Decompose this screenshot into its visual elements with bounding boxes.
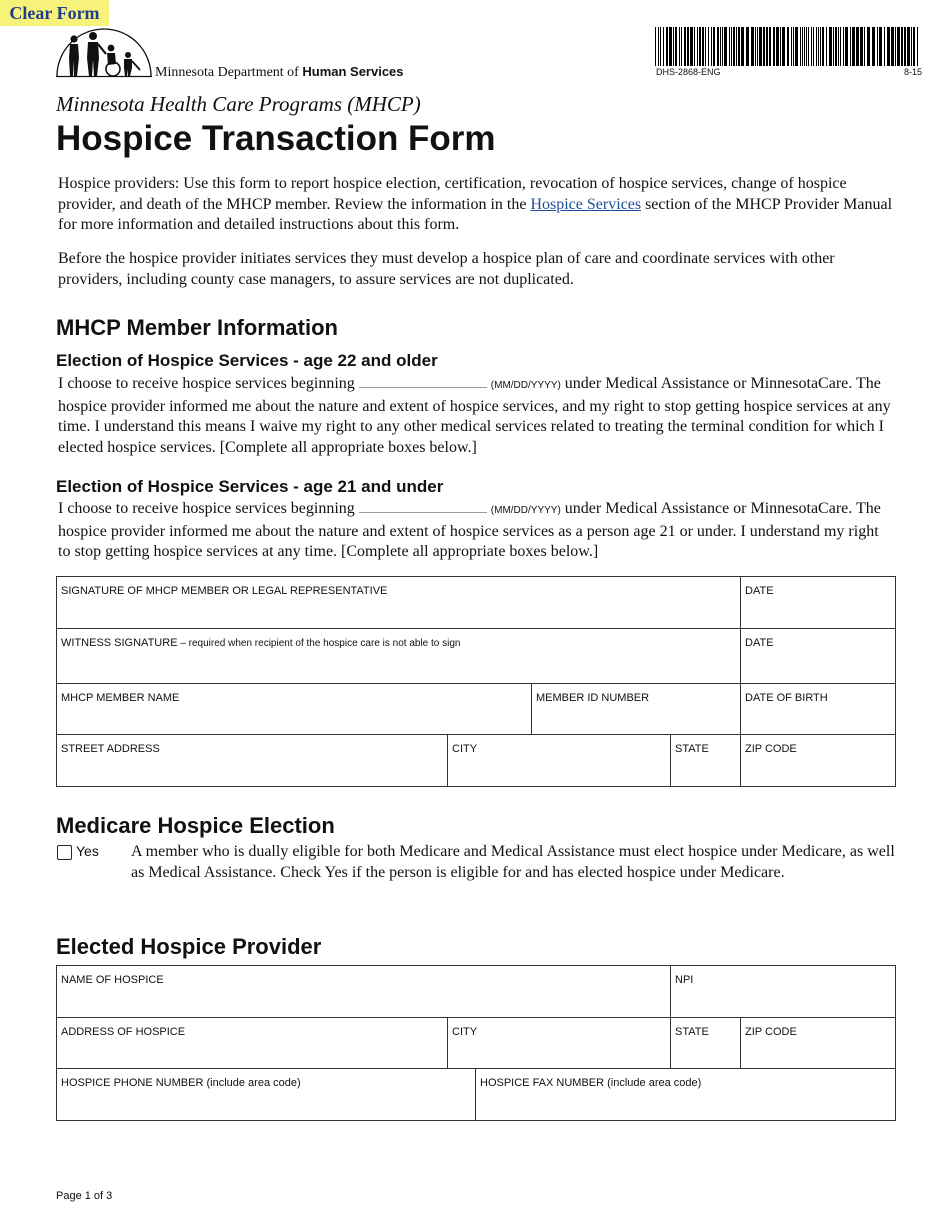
page-number: Page 1 of 3: [56, 1190, 113, 1202]
barcode-bar: [757, 27, 758, 66]
barcode-bar: [891, 27, 894, 66]
barcode-bar: [720, 27, 721, 66]
barcode-bar: [776, 27, 779, 66]
barcode-bar: [766, 27, 768, 66]
barcode-bar: [746, 27, 749, 66]
barcode-bar: [804, 27, 805, 66]
barcode-bar: [884, 27, 885, 66]
barcode-bar: [802, 27, 803, 66]
barcode-bar: [907, 27, 910, 66]
barcode-bar: [769, 27, 771, 66]
barcode-bar: [755, 27, 756, 66]
barcode-bar: [733, 27, 735, 66]
intro-paragraph-2: Before the hospice provider initiates services they must develop a hospice plan of care and coordinate services with other providers, including county case managers, to assure services are not duplicated.: [58, 250, 835, 288]
barcode-bar: [913, 27, 915, 66]
barcode-bar: [911, 27, 912, 66]
barcode-bar: [835, 27, 837, 66]
minor-election-text: [58, 499, 894, 563]
barcode-bar: [843, 27, 844, 66]
hospice-name-field[interactable]: NAME OF HOSPICE: [57, 966, 671, 1018]
medicare-yes-checkbox[interactable]: [57, 845, 72, 860]
barcode-bar: [736, 27, 737, 66]
barcode-bar: [901, 27, 903, 66]
barcode-bar: [673, 27, 674, 66]
barcode-bar: [800, 27, 801, 66]
program-name: Minnesota Health Care Programs (MHCP): [56, 92, 421, 116]
barcode-bar: [793, 27, 794, 66]
medicare-text: A member who is dually eligible for both Medicare and Medical Assistance must elect hospice under Medicare, as well as Medical Assistance. Check Yes if the person is eligible for and has elected hospice under Medicare.: [131, 843, 895, 881]
barcode-bar: [655, 27, 656, 66]
barcode-bar: [877, 27, 878, 66]
barcode-bar: [729, 27, 730, 66]
barcode-bar: [864, 27, 865, 66]
hospice-state-field[interactable]: STATE: [671, 1018, 741, 1069]
barcode-bar: [820, 27, 821, 66]
minor-start-date-field[interactable]: [359, 499, 487, 513]
dhs-logo: [56, 28, 152, 78]
intro-text: Hospice providers: Use this form to report hospice election, certification, revocation of hospice services, change of hospice provider, and death of the MHCP member. Review the information in the: [58, 175, 847, 213]
barcode-bar: [852, 27, 855, 66]
adult-election-heading: Election of Hospice Services - age 22 and older: [56, 351, 438, 370]
barcode-bar: [763, 27, 765, 66]
street-address-field[interactable]: STREET ADDRESS: [57, 735, 448, 787]
dept-name-bold: Human Services: [302, 64, 404, 79]
barcode-bar: [818, 27, 819, 66]
member-name-field[interactable]: MHCP MEMBER NAME: [57, 684, 532, 735]
intro-paragraph-1: [58, 174, 894, 236]
barcode-bar: [741, 27, 744, 66]
adult-text-1: I choose to receive hospice services beginning: [58, 375, 359, 392]
member-info-table: [56, 576, 896, 787]
barcode-bar: [694, 27, 695, 66]
clear-form-button[interactable]: Clear Form: [0, 0, 109, 26]
revision-date: 8-15: [903, 67, 922, 77]
npi-field[interactable]: NPI: [671, 966, 896, 1018]
medicare-yes-label: Yes: [76, 843, 99, 859]
barcode-bar: [787, 27, 789, 66]
barcode-bar: [724, 27, 727, 66]
barcode-bar: [773, 27, 775, 66]
intro-text-2: section of the MHCP Provider Manual for more information and detailed instructions about this form.: [58, 195, 893, 233]
barcode-bar: [684, 27, 686, 66]
barcode-bar: [811, 27, 812, 66]
date-of-birth-field[interactable]: DATE OF BIRTH: [741, 684, 896, 735]
barcode-bar: [829, 27, 832, 66]
minor-election-heading: Election of Hospice Services - age 21 and under: [56, 477, 444, 496]
barcode-bar: [838, 27, 839, 66]
barcode-bar: [872, 27, 875, 66]
barcode-bar: [879, 27, 882, 66]
barcode-bar: [711, 27, 712, 66]
barcode-bar: [663, 27, 664, 66]
barcode-bar: [702, 27, 704, 66]
barcode-bar: [813, 27, 814, 66]
page-title: Hospice Transaction Form: [56, 119, 496, 158]
barcode-bar: [816, 27, 817, 66]
barcode-bar: [808, 27, 809, 66]
hospice-services-link[interactable]: Hospice Services: [530, 195, 642, 213]
minor-text-2: under Medical Assistance or MinnesotaCare. The hospice provider informed me about the nature and extent of hospice services as a person age 21 or under. I understand my right to stop getting hospice services at any time. [Complete all appropriate boxes below.]: [58, 500, 881, 560]
barcode-bar: [708, 27, 709, 66]
barcode-bar: [780, 27, 781, 66]
barcode-bar: [675, 27, 677, 66]
hospice-city-field[interactable]: CITY: [448, 1018, 671, 1069]
adult-start-date-field[interactable]: [359, 374, 487, 388]
dept-prefix: Minnesota Department of: [155, 65, 299, 80]
barcode-bar: [860, 27, 863, 66]
barcode-bar: [690, 27, 693, 66]
barcode-bar: [895, 27, 896, 66]
hospice-fax-field[interactable]: HOSPICE FAX NUMBER (include area code): [476, 1069, 896, 1121]
barcode-bar: [826, 27, 827, 66]
adult-election-text: [58, 374, 894, 458]
date-format-hint: (MM/DD/YYYY): [490, 505, 561, 516]
witness-note: – required when recipient of the hospice care is not able to sign: [177, 638, 461, 649]
barcode-bar: [833, 27, 834, 66]
barcode-bar: [791, 27, 792, 66]
provider-info-table: [56, 965, 896, 1121]
barcode-bar: [713, 27, 715, 66]
minor-text-1: I choose to receive hospice services beginning: [58, 500, 359, 517]
barcode-bar: [850, 27, 851, 66]
state-field[interactable]: STATE: [671, 735, 741, 787]
member-id-field[interactable]: MEMBER ID NUMBER: [532, 684, 741, 735]
barcode-bar: [840, 27, 841, 66]
form-number: DHS-2868-ENG: [656, 67, 721, 77]
witness-date-field[interactable]: DATE: [741, 629, 896, 684]
barcode-bar: [738, 27, 740, 66]
barcode-bar: [759, 27, 762, 66]
department-name: [155, 64, 404, 81]
adult-text-2: under Medical Assistance or MinnesotaCare. The hospice provider informed me about the nature and extent of hospice services, and my right to stop getting hospice services at any time. I understand this means I waive my right to any other medical services related to treating the terminal condition for which I elected hospice services. [Complete all appropriate boxes below.]: [58, 375, 891, 456]
member-info-heading: MHCP Member Information: [56, 315, 338, 340]
hospice-address-field[interactable]: ADDRESS OF HOSPICE: [57, 1018, 448, 1069]
barcode: [655, 27, 921, 66]
barcode-bar: [679, 27, 680, 66]
barcode-bar: [806, 27, 807, 66]
barcode-bar: [856, 27, 859, 66]
member-signature-field[interactable]: SIGNATURE OF MHCP MEMBER OR LEGAL REPRESENTATIVE: [57, 577, 741, 629]
barcode-bar: [845, 27, 848, 66]
hospice-zip-field[interactable]: ZIP CODE: [741, 1018, 896, 1069]
barcode-bar: [669, 27, 672, 66]
barcode-bar: [917, 27, 918, 66]
barcode-bar: [699, 27, 701, 66]
date-format-hint: (MM/DD/YYYY): [490, 380, 561, 391]
barcode-bar: [867, 27, 870, 66]
barcode-bar: [681, 27, 682, 66]
barcode-bar: [904, 27, 906, 66]
barcode-bar: [722, 27, 723, 66]
barcode-bar: [782, 27, 785, 66]
provider-heading: Elected Hospice Provider: [56, 934, 322, 959]
barcode-bar: [666, 27, 668, 66]
witness-label: WITNESS SIGNATURE: [61, 637, 178, 649]
barcode-bar: [822, 27, 824, 66]
city-field[interactable]: CITY: [448, 735, 671, 787]
barcode-bar: [731, 27, 732, 66]
zip-code-field[interactable]: ZIP CODE: [741, 735, 896, 787]
witness-signature-field[interactable]: [57, 629, 741, 684]
barcode-bar: [687, 27, 689, 66]
member-signature-date-field[interactable]: DATE: [741, 577, 896, 629]
medicare-heading: Medicare Hospice Election: [56, 813, 335, 838]
barcode-bar: [897, 27, 900, 66]
barcode-bar: [887, 27, 890, 66]
hospice-phone-field[interactable]: HOSPICE PHONE NUMBER (include area code): [57, 1069, 476, 1121]
barcode-bar: [795, 27, 798, 66]
barcode-bar: [697, 27, 698, 66]
barcode-bar: [717, 27, 719, 66]
barcode-bar: [658, 27, 659, 66]
barcode-bar: [751, 27, 754, 66]
barcode-bar: [660, 27, 661, 66]
barcode-bar: [705, 27, 706, 66]
